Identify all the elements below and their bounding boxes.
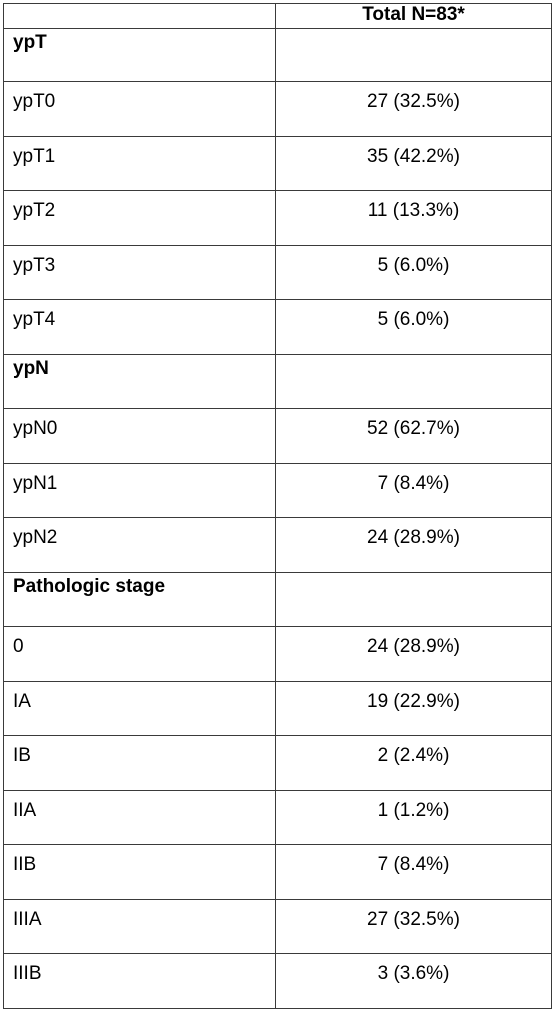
row-value: 3 (3.6%) <box>276 954 552 1009</box>
table-row <box>4 136 552 191</box>
row-label: ypT0 <box>4 82 276 137</box>
table-row <box>4 409 552 464</box>
row-label: ypN2 <box>4 518 276 573</box>
table-row <box>4 845 552 900</box>
row-value: 52 (62.7%) <box>276 409 552 464</box>
table-row <box>4 463 552 518</box>
row-value: 24 (28.9%) <box>276 518 552 573</box>
header-label-cell <box>4 4 276 29</box>
row-value: 7 (8.4%) <box>276 463 552 518</box>
table-row <box>4 790 552 845</box>
row-value: 5 (6.0%) <box>276 300 552 355</box>
row-label: 0 <box>4 627 276 682</box>
row-value: 2 (2.4%) <box>276 736 552 791</box>
row-value: 35 (42.2%) <box>276 136 552 191</box>
table-row <box>4 954 552 1009</box>
row-value <box>276 572 552 627</box>
table-row <box>4 681 552 736</box>
row-label: IB <box>4 736 276 791</box>
row-label: ypT2 <box>4 191 276 246</box>
header-total-cell: Total N=83* <box>276 4 552 29</box>
row-label: IIA <box>4 790 276 845</box>
row-value: 27 (32.5%) <box>276 82 552 137</box>
row-label: ypT1 <box>4 136 276 191</box>
table-row <box>4 518 552 573</box>
table-row <box>4 899 552 954</box>
row-label: ypN <box>4 354 276 409</box>
row-value: 7 (8.4%) <box>276 845 552 900</box>
row-value: 11 (13.3%) <box>276 191 552 246</box>
row-label: ypT4 <box>4 300 276 355</box>
row-value: 19 (22.9%) <box>276 681 552 736</box>
row-label: IA <box>4 681 276 736</box>
row-value: 27 (32.5%) <box>276 899 552 954</box>
row-label: ypN1 <box>4 463 276 518</box>
row-value: 5 (6.0%) <box>276 245 552 300</box>
table-row <box>4 300 552 355</box>
row-value: 24 (28.9%) <box>276 627 552 682</box>
pathology-table <box>3 3 552 1009</box>
row-value <box>276 354 552 409</box>
row-value: 1 (1.2%) <box>276 790 552 845</box>
table-row <box>4 191 552 246</box>
table-row <box>4 627 552 682</box>
row-label: IIIA <box>4 899 276 954</box>
row-label: ypT <box>4 29 276 82</box>
section-row-ypn <box>4 354 552 409</box>
section-row-ypt <box>4 29 552 82</box>
table-row <box>4 245 552 300</box>
table-row <box>4 736 552 791</box>
row-value <box>276 29 552 82</box>
row-label: ypN0 <box>4 409 276 464</box>
header-row <box>4 4 552 29</box>
table-row <box>4 82 552 137</box>
row-label: IIIB <box>4 954 276 1009</box>
row-label: ypT3 <box>4 245 276 300</box>
section-row-pathologic-stage <box>4 572 552 627</box>
row-label: IIB <box>4 845 276 900</box>
row-label: Pathologic stage <box>4 572 276 627</box>
